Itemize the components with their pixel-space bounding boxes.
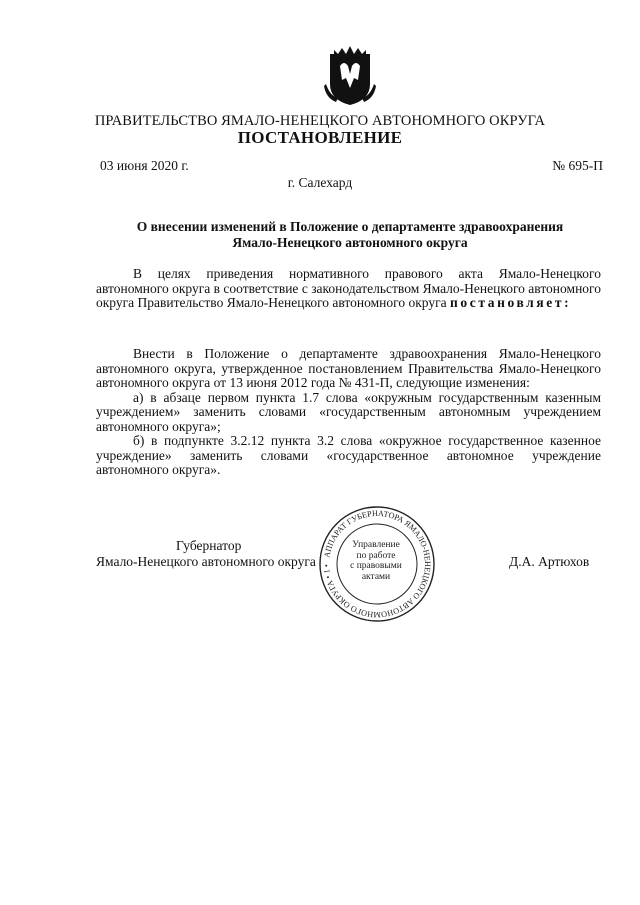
stamp-line-3: с правовыми [350, 561, 402, 571]
subject-line-1: О внесении изменений в Положение о департаменте здравоохранения [136, 219, 564, 234]
stamp-line-4: актами [361, 571, 391, 582]
stamp-center-text [340, 540, 412, 582]
signer-name: Д.А. Артюхов [509, 554, 590, 569]
stamp-ring-text: АППАРАТ ГУБЕРНАТОРА ЯМАЛО-НЕНЕЦКОГО АВТОНОМНОГО ОКРУГА • 1 • [321, 508, 433, 620]
document-subject [60, 219, 640, 251]
document-city: г. Салехард [287, 175, 353, 190]
amendment-item-a: а) в абзаце первом пункта 1.7 слова «окружным государственным казенным учреждением» заменить словами «государственным автономным учреждением автономного округа»; [96, 389, 601, 434]
signer-role-line-2: Ямало-Ненецкого автономного округа [96, 554, 316, 569]
amendment-item-b: б) в подпункте 3.2.12 пункта 3.2 слова «окружное государственное казенное учреждение» заменить словами «государственное автономное учреждение автономного округа». [96, 433, 601, 477]
decree-word: постановляет: [450, 295, 572, 310]
document-date: 03 июня 2020 г. [100, 158, 189, 173]
subject-line-2: Ямало-Ненецкого автономного округа [232, 235, 468, 250]
preamble-paragraph [96, 267, 601, 311]
signer-role-line-1: Губернатор [176, 538, 242, 553]
preamble-text: В целях приведения нормативного правового акта Ямало-Ненецкого автономного округа в соответствие с законодательством Ямало-Ненецкого автономного округа Правительство Ямало-Ненецкого автономного округа [96, 266, 601, 310]
government-title: ПРАВИТЕЛЬСТВО ЯМАЛО-НЕНЕЦКОГО АВТОНОМНОГО ОКРУГА [94, 113, 546, 129]
document-number: № 695-П [552, 158, 603, 173]
document-type-title: ПОСТАНОВЛЕНИЕ [237, 128, 403, 147]
decree-body [96, 347, 601, 478]
main-paragraph: Внести в Положение о департаменте здравоохранения Ямало-Ненецкого автономного округа, утвержденное постановлением Правительства Ямало-Ненецкого автономного округа от 13 июня 2012 года № 431-П, следующие изменения: [96, 346, 601, 390]
stamp-line-1: Управление [352, 540, 400, 550]
coat-of-arms-emblem [324, 44, 376, 106]
stamp-line-2: по работе [356, 550, 396, 561]
